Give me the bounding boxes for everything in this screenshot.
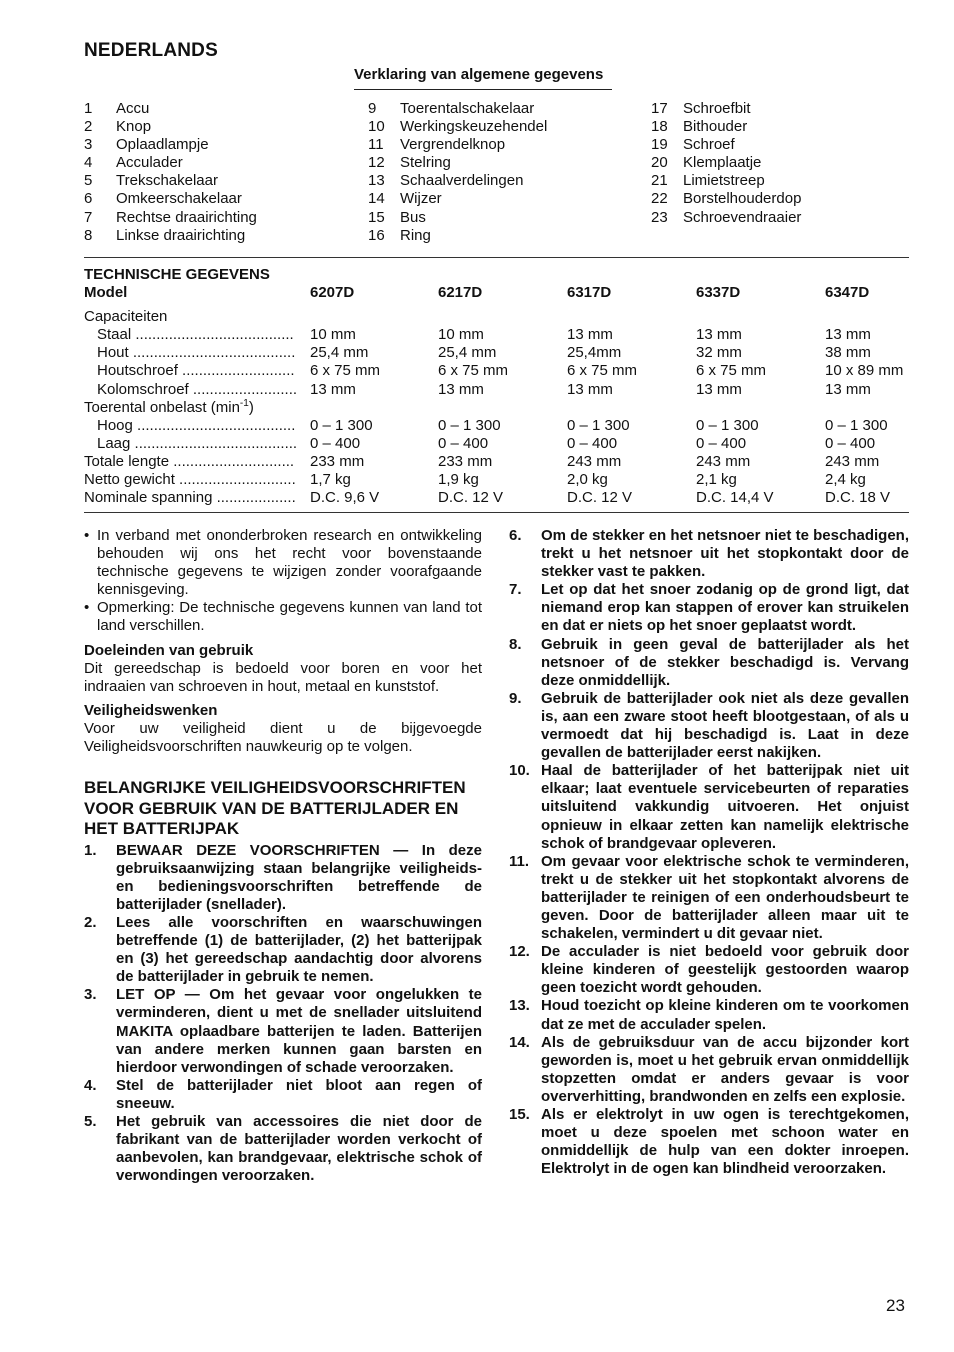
legend-item-label: Linkse draairichting: [116, 226, 246, 244]
rule-item: [509, 943, 909, 997]
spec-row-label: Staal ......................................: [97, 326, 294, 344]
legend-item: [84, 190, 257, 208]
spec-value: 0 – 1 300: [310, 416, 373, 434]
page-heading: NEDERLANDS: [84, 40, 218, 61]
spec-value: 13 mm: [567, 326, 613, 344]
rule-item: [84, 914, 482, 986]
note-item: [84, 527, 482, 599]
speed-label-sup: -1: [239, 398, 249, 409]
rule-text: Stel de batterijlader niet bloot aan regen of sneeuw.: [116, 1076, 482, 1112]
important-heading: BELANGRIJKE VEILIGHEIDSVOORSCHRIFTEN VOOR GEBRUIK VAN DE BATTERIJLADER EN HET BATTERIJPAK: [84, 778, 466, 839]
legend-item: [368, 227, 547, 245]
spec-value: 0 – 400: [438, 434, 489, 452]
spec-row-label: Kolomschroef .........................: [97, 380, 298, 398]
rule-item: [84, 1113, 482, 1185]
spec-value: 0 – 1 300: [567, 416, 630, 434]
spec-title: TECHNISCHE GEGEVENS: [84, 266, 270, 283]
spec-value: 25,4 mm: [310, 344, 369, 362]
legend-item-label: Schroefbit: [683, 100, 751, 117]
rule-text: Gebruik in geen geval de batterijlader als het netsnoer of de stekker beschadigd is. Vervang deze onmiddellijk.: [541, 635, 909, 689]
spec-value: 2,0 kg: [567, 471, 608, 489]
spec-value: 6 x 75 mm: [567, 362, 638, 380]
model-name: 6207D: [310, 284, 355, 302]
rule-item: [509, 1106, 909, 1178]
spec-value: 6 x 75 mm: [696, 362, 767, 380]
model-name: 6337D: [696, 284, 741, 302]
divider-bottom: [84, 512, 909, 513]
spec-title-row: [84, 266, 914, 284]
legend-item-label: Borstelhouderdop: [683, 190, 802, 208]
rule-item: [509, 1034, 909, 1106]
legend-item-number: 7: [84, 208, 93, 226]
rule-number: 12.: [509, 943, 530, 961]
legend-item-label: Vergrendelknop: [400, 136, 506, 154]
rule-item: [509, 527, 909, 581]
legend-item: [651, 172, 801, 190]
rule-number: 13.: [509, 997, 530, 1015]
rule-number: 15.: [509, 1106, 530, 1123]
legend-item-number: 5: [84, 172, 93, 190]
spec-value: D.C. 9,6 V: [310, 489, 380, 507]
page-number: 23: [886, 1296, 905, 1315]
spec-value: D.C. 12 V: [567, 489, 633, 507]
legend-item-label: Knop: [116, 118, 152, 136]
spec-value: 6 x 75 mm: [438, 362, 509, 380]
spec-value: 25,4mm: [567, 344, 622, 362]
legend-item: [651, 154, 801, 172]
legend-item-number: 14: [368, 190, 385, 208]
spec-row-label: Hout .......................................: [97, 344, 296, 362]
legend-item: [84, 100, 257, 118]
rule-item: [509, 997, 909, 1033]
legend-item: [651, 209, 801, 227]
spec-row: [84, 489, 914, 507]
rules-list-left: [84, 842, 482, 1186]
rule-text: Als de gebruiksduur van de accu bijzonder kort geworden is, moet u het gebruik ervan onmiddellijk stopzetten omdat er anders gevaar is voor oververhitting, brandwonden en zelfs een explosie.: [541, 1033, 909, 1105]
spec-row-label: Hoog ......................................: [97, 416, 296, 434]
legend-item-label: Limietstreep: [683, 172, 765, 190]
legend-item-label: Wijzer: [400, 190, 442, 208]
legend-item-label: Acculader: [116, 154, 183, 172]
legend-item: [84, 227, 257, 245]
rule-number: 5.: [84, 1113, 97, 1131]
legend-item: [84, 209, 257, 227]
legend-item-number: 16: [368, 226, 385, 244]
capacity-heading-row: [84, 308, 914, 326]
legend-item-label: Schroevendraaier: [683, 208, 802, 226]
rule-text: Als er elektrolyt in uw ogen is terechtgekomen, moet u deze spoelen met schoon water en onmiddellijk de hulp van een dokter inroepen. Elektrolyt in de ogen kan blindheid veroorzaken.: [541, 1106, 909, 1178]
rule-text: Lees alle voorschriften en waarschuwingen betreffende (1) de batterijlader, (2) het batterijpak en (3) het gereedschap aandachtig door alvorens de batterijlader in gebruik te nemen.: [116, 914, 482, 986]
spec-value: 2,1 kg: [696, 471, 737, 489]
speed-heading-row: [84, 399, 914, 417]
spec-table: [84, 266, 914, 507]
model-name: 6317D: [567, 284, 612, 302]
rule-number: 11.: [509, 852, 530, 870]
note-item: [84, 599, 482, 635]
spec-value: 0 – 1 300: [825, 416, 888, 434]
rule-number: 7.: [509, 581, 522, 599]
spec-row-label: Netto gewicht ............................: [84, 471, 296, 489]
spec-row-label: Nominale spanning ...................: [84, 489, 296, 507]
legend-item-number: 8: [84, 226, 93, 244]
spec-value: 243 mm: [825, 452, 880, 470]
rule-text: Gebruik de batterijlader ook niet als deze gevallen is, aan een zware stoot heeft blootgestaan, of als u vermoedt dat hij beschadigd is. Laat in deze gevallen de batterijlader eerst nakijken.: [541, 689, 909, 762]
legend-item: [368, 136, 547, 154]
legend-item-number: 1: [84, 100, 93, 117]
legend-item: [368, 154, 547, 172]
note-text: Opmerking: De technische gegevens kunnen van land tot land verschillen.: [97, 599, 482, 635]
model-label: Model: [84, 284, 128, 302]
spec-value: 13 mm: [310, 380, 356, 398]
rule-number: 6.: [509, 527, 522, 544]
speed-label-text: Toerental onbelast (min: [84, 398, 240, 416]
legend-item: [368, 100, 547, 118]
legend-title: Verklaring van algemene gegevens: [354, 66, 612, 90]
spec-row: [84, 326, 914, 344]
spec-value: D.C. 18 V: [825, 489, 891, 507]
spec-value: 13 mm: [825, 380, 871, 398]
spec-value: 32 mm: [696, 344, 742, 362]
spec-value: 13 mm: [696, 326, 742, 344]
rule-item: [509, 636, 909, 690]
legend-item-label: Ring: [400, 226, 431, 244]
legend-column-3: [651, 100, 801, 227]
rule-number: 9.: [509, 689, 522, 707]
spec-value: 10 mm: [438, 326, 484, 344]
legend-item: [368, 118, 547, 136]
spec-value: 10 mm: [310, 326, 356, 344]
legend-item: [651, 190, 801, 208]
speed-rows: [84, 417, 914, 453]
legend-item-number: 4: [84, 154, 93, 172]
spec-row: [84, 435, 914, 453]
legend-item: [368, 172, 547, 190]
spec-value: 0 – 1 300: [696, 416, 759, 434]
speed-label-close: ): [248, 398, 254, 416]
legend-item-number: 12: [368, 154, 385, 172]
model-name: 6217D: [438, 284, 483, 302]
spec-row: [84, 362, 914, 380]
spec-value: 0 – 1 300: [438, 416, 501, 434]
spec-value: D.C. 14,4 V: [696, 489, 774, 507]
legend-item-number: 11: [368, 136, 384, 154]
rule-item: [84, 986, 482, 1076]
rule-item: [84, 1077, 482, 1113]
rule-text: Het gebruik van accessoires die niet door de fabrikant van de batterijlader worden verkocht of aanbevolen, kan brandgevaar, elektrische schok of verwondingen veroorzaken.: [116, 1113, 482, 1185]
spec-row: [84, 471, 914, 489]
legend-item-number: 20: [651, 154, 668, 172]
note-text: In verband met ononderbroken research en ontwikkeling behouden wij ons het recht voor bovenstaande technische gegevens te wijzigen zonder voorafgaande kennisgeving.: [97, 527, 482, 599]
spec-row-label: Totale lengte .............................: [84, 452, 295, 470]
spec-value: 13 mm: [567, 380, 613, 398]
spec-value: 233 mm: [310, 452, 365, 470]
legend-item: [368, 209, 547, 227]
spec-row-label: Laag .......................................: [97, 434, 298, 452]
spec-model-row: [84, 284, 914, 302]
legend-item-number: 17: [651, 100, 668, 117]
purpose-title: Doeleinden van gebruik: [84, 641, 254, 659]
legend-column-2: [368, 100, 547, 245]
spec-row-label: Houtschroef ...........................: [97, 362, 295, 380]
spec-row: [84, 417, 914, 435]
rule-number: 10.: [509, 762, 530, 780]
spec-value: 2,4 kg: [825, 471, 866, 489]
bullet-icon: •: [84, 599, 90, 617]
rule-text: LET OP — Om het gevaar voor ongelukken te verminderen, dient u met de snellader uitsluitend MAKITA oplaadbare batterijen te laden. Batterijen van andere merken kunnen gaan barsten en hierdoor verwondingen of schade veroorzaken.: [116, 986, 482, 1076]
rule-number: 14.: [509, 1033, 530, 1051]
rule-text: Om gevaar voor elektrische schok te verminderen, trekt u de stekker uit het stopkontakt alvorens de batterijlader te reinigen of een onderhoudsbeurt te geven. Door de batterijlader alleen maar uit te schakelen, vermindert u dit gevaar niet.: [541, 852, 909, 943]
legend-item-number: 23: [651, 208, 668, 226]
legend-item-label: Schroef: [683, 136, 735, 154]
rule-text: De acculader is niet bedoeld voor gebruik door kleine kinderen of geestelijk gestoorden waarop geen toezicht wordt gehouden.: [541, 943, 909, 997]
left-column: [84, 527, 482, 1185]
rule-number: 3.: [84, 986, 97, 1004]
legend-item: [651, 118, 801, 136]
safety-title: Veiligheidswenken: [84, 701, 218, 719]
spec-value: 13 mm: [438, 380, 484, 398]
legend-item-label: Rechtse draairichting: [116, 208, 257, 226]
legend-item-label: Schaalverdelingen: [400, 172, 524, 190]
spec-value: 233 mm: [438, 452, 493, 470]
legend-item-number: 19: [651, 136, 668, 154]
legend-item-number: 6: [84, 190, 93, 208]
legend-item-number: 9: [368, 100, 377, 117]
rule-item: [509, 581, 909, 635]
legend-item-label: Toerentalschakelaar: [400, 100, 535, 117]
spec-row: [84, 381, 914, 399]
legend-item-label: Trekschakelaar: [116, 172, 218, 190]
legend-item: [84, 118, 257, 136]
spec-value: 0 – 400: [310, 434, 361, 452]
legend-item-label: Accu: [116, 100, 150, 117]
legend-item-number: 13: [368, 172, 385, 190]
legend-item-number: 22: [651, 190, 668, 208]
model-name: 6347D: [825, 284, 870, 302]
spec-row: [84, 453, 914, 471]
legend-item: [84, 172, 257, 190]
spec-value: 0 – 400: [567, 434, 618, 452]
notes-list: [84, 527, 482, 636]
legend-item: [84, 136, 257, 154]
purpose-text: Dit gereedschap is bedoeld voor boren en voor het indraaien van schroeven in hout, metaal en kunststof.: [84, 659, 482, 695]
rules-list-right: [509, 527, 909, 1178]
legend-item-label: Bus: [400, 208, 426, 226]
rule-text: BEWAAR DEZE VOORSCHRIFTEN — In deze gebruiksaanwijzing staan belangrijke veiligheids- en bedieningsvoorschriften betreffende de batterijlader (snellader).: [116, 841, 482, 913]
spec-value: 1,7 kg: [310, 471, 351, 489]
legend-item: [368, 190, 547, 208]
bullet-icon: •: [84, 527, 90, 544]
rule-item: [84, 842, 482, 914]
spec-value: 6 x 75 mm: [310, 362, 381, 380]
spec-value: 0 – 400: [825, 434, 876, 452]
legend-item-number: 3: [84, 136, 93, 154]
right-column: [509, 527, 909, 1178]
legend-item-label: Stelring: [400, 154, 451, 172]
legend-item: [84, 154, 257, 172]
rule-item: [509, 853, 909, 943]
rule-number: 2.: [84, 914, 97, 931]
rule-text: Om de stekker en het netsnoer niet te beschadigen, trekt u het netsnoer uit het stopkontakt door de stekker vast te pakken.: [541, 527, 909, 581]
legend-item-number: 2: [84, 118, 93, 136]
spec-value: 243 mm: [567, 452, 622, 470]
rule-text: Houd toezicht op kleine kinderen om te voorkomen dat ze met de acculader spelen.: [541, 997, 909, 1033]
spec-value: 10 x 89 mm: [825, 362, 904, 380]
rule-text: Haal de batterijlader of het batterijpak niet uit elkaar; laat eventuele servicebeurten of reparaties uitsluitend vakkundig uitvoeren. Het onjuist opnieuw in elkaar zetten kan namelijk elektrische schok of brandgevaar opleveren.: [541, 762, 909, 852]
legend-item: [651, 100, 801, 118]
legend-item-number: 15: [368, 208, 385, 226]
legend-item: [651, 136, 801, 154]
legend-column-1: [84, 100, 257, 245]
rule-item: [509, 762, 909, 852]
rule-number: 4.: [84, 1076, 97, 1094]
rule-number: 1.: [84, 841, 97, 859]
spec-value: 0 – 400: [696, 434, 747, 452]
other-rows: [84, 453, 914, 507]
spec-row: [84, 344, 914, 362]
legend-item-label: Klemplaatje: [683, 154, 762, 172]
spec-value: 25,4 mm: [438, 344, 497, 362]
divider-top: [84, 257, 909, 258]
capacity-label: Capaciteiten: [84, 308, 168, 326]
spec-value: 13 mm: [696, 380, 742, 398]
capacity-rows: [84, 326, 914, 398]
legend-item-label: Omkeerschakelaar: [116, 190, 242, 208]
speed-label: [84, 399, 384, 417]
rule-number: 8.: [509, 635, 522, 653]
legend-item-label: Bithouder: [683, 118, 748, 136]
rule-text: Let op dat het snoer zodanig op de grond ligt, dat niemand erop kan stappen of erover kan struikelen en dat er niets op het snoer geplaatst wordt.: [541, 581, 909, 635]
legend-item-number: 18: [651, 118, 668, 136]
spec-value: 38 mm: [825, 344, 871, 362]
legend-item-label: Werkingskeuzehendel: [400, 118, 548, 136]
legend-item-number: 21: [651, 172, 668, 190]
legend-item-number: 10: [368, 118, 385, 136]
spec-value: D.C. 12 V: [438, 489, 504, 507]
spec-value: 243 mm: [696, 452, 751, 470]
rule-item: [509, 690, 909, 762]
legend-item-label: Oplaadlampje: [116, 136, 209, 154]
spec-value: 13 mm: [825, 326, 871, 344]
spec-value: 1,9 kg: [438, 471, 479, 489]
safety-text: Voor uw veiligheid dient u de bijgevoegde Veiligheidsvoorschriften nauwkeurig op te volgen.: [84, 719, 482, 756]
